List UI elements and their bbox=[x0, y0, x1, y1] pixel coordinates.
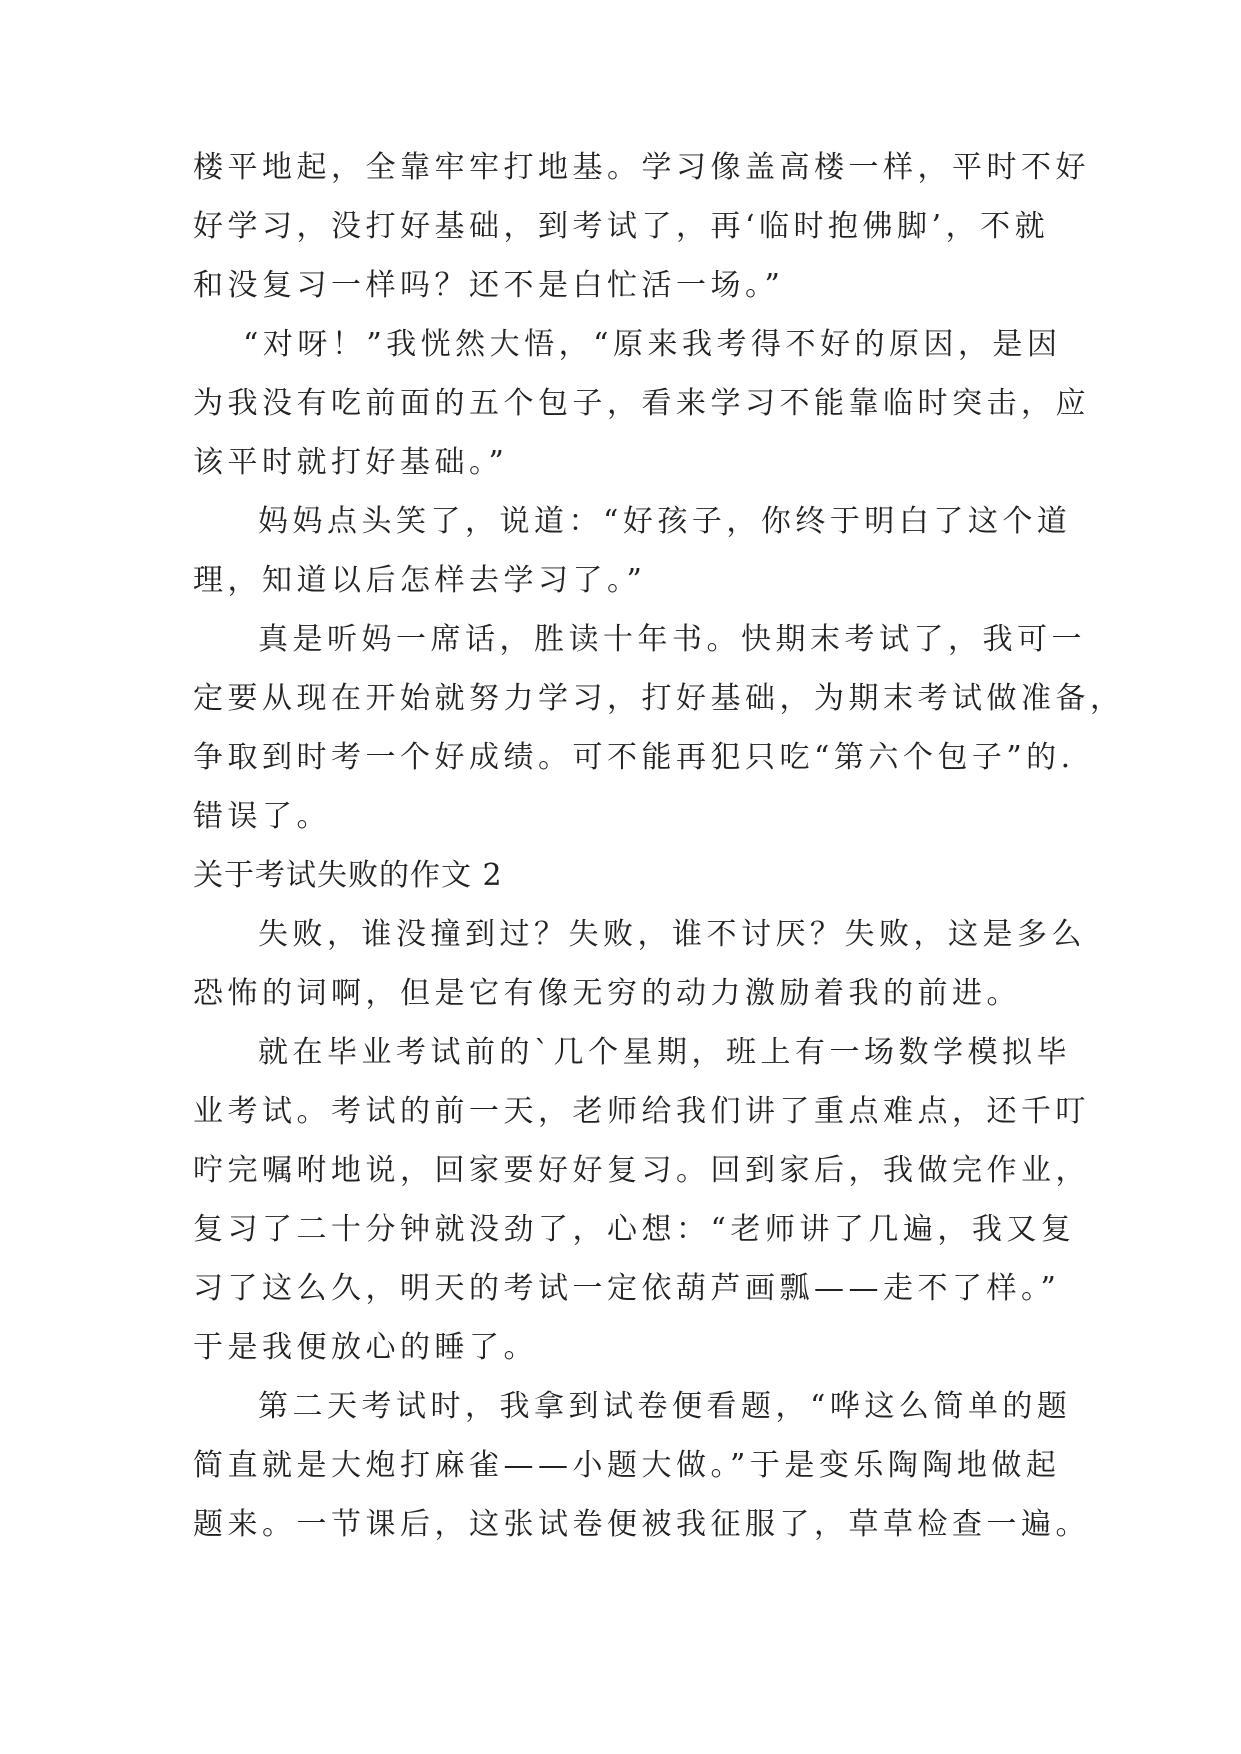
text-line: 真是听妈一席话，胜读十年书。快期末考试了，我可一 bbox=[258, 622, 1086, 657]
text-line: 妈妈点头笑了，说道：“好孩子，你终于明白了这个道 bbox=[258, 504, 1072, 539]
text-line: 恐怖的词啊，但是它有像无穷的动力激励着我的前进。 bbox=[193, 976, 1021, 1011]
text-line: 和没复习一样吗？还不是白忙活一场。” bbox=[193, 268, 785, 303]
text-line: 定要从现在开始就努力学习，打好基础，为期末考试做准备， bbox=[193, 681, 1125, 716]
text-line: 为我没有吃前面的五个包子，看来学习不能靠临时突击，应 bbox=[193, 386, 1090, 421]
text-line: 理，知道以后怎样去学习了。” bbox=[193, 563, 647, 598]
text-line: 错误了。 bbox=[193, 799, 331, 834]
text-line: 楼平地起，全靠牢牢打地基。学习像盖高楼一样，平时不好 bbox=[193, 150, 1090, 185]
text-line: 该平时就打好基础。” bbox=[193, 445, 509, 480]
text-line: 第二天考试时，我拿到试卷便看题，“哗这么简单的题 bbox=[258, 1389, 1072, 1424]
text-line: 争取到时考一个好成绩。可不能再犯只吃“第六个包子”的. bbox=[193, 740, 1075, 775]
text-line: 简直就是大炮打麻雀——小题大做。”于是变乐陶陶地做起 bbox=[193, 1448, 1061, 1483]
text-line: “对呀！”我恍然大悟，“原来我考得不好的原因，是因 bbox=[243, 327, 1062, 362]
text-line: 于是我便放心的睡了。 bbox=[193, 1330, 538, 1365]
text-line: 复习了二十分钟就没劲了，心想：“老师讲了几遍，我又复 bbox=[193, 1212, 1076, 1247]
text-line: 失败，谁没撞到过？失败，谁不讨厌？失败，这是多么 bbox=[258, 917, 1086, 952]
text-line: 题来。一节课后，这张试卷便被我征服了，草草检查一遍。 bbox=[193, 1507, 1090, 1542]
text-line: 就在毕业考试前的`几个星期，班上有一场数学模拟毕 bbox=[258, 1035, 1071, 1070]
text-line: 咛完嘱咐地说，回家要好好复习。回到家后，我做完作业， bbox=[193, 1153, 1090, 1188]
section-heading: 关于考试失败的作文 2 bbox=[193, 858, 503, 893]
text-line: 业考试。考试的前一天，老师给我们讲了重点难点，还千叮 bbox=[193, 1094, 1090, 1129]
text-line: 好学习，没打好基础，到考试了，再‘临时抱佛脚’，不就 bbox=[193, 209, 1050, 244]
text-line: 习了这么久，明天的考试一定依葫芦画瓢——走不了样。” bbox=[193, 1271, 1061, 1306]
